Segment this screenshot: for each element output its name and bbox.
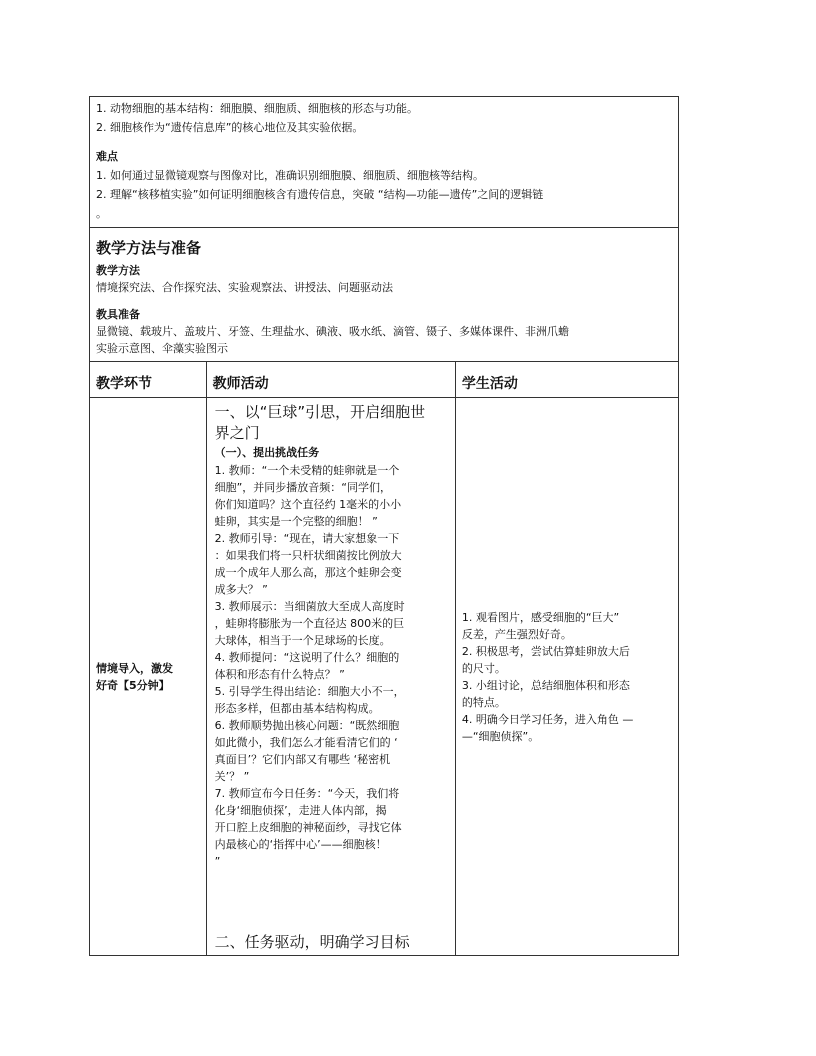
student-line: 反差，产生强烈好奇。 <box>461 627 572 641</box>
difficulty-2-cont: 。 <box>96 207 107 220</box>
student-line: 3. 小组讨论，总结细胞体积和形态 <box>461 678 630 692</box>
teacher-line: 细胞”，并同步播放音频：“同学们， <box>214 481 391 494</box>
teacher-title-1: 一、以“巨球”引思，开启细胞世 <box>214 403 426 421</box>
student-cell <box>455 398 678 956</box>
teacher-line: ，蛙卵将膨胀为一个直径达 800米的巨 <box>214 617 405 630</box>
teacher-line: 3. 教师展示：当细菌放大至成人高度时 <box>214 600 405 613</box>
teacher-line: 4. 教师提问：“这说明了什么？细胞的 <box>214 651 400 664</box>
teacher-line: 2. 教师引导：“现在，请大家想象一下 <box>214 532 400 545</box>
stage-line-2: 好奇【5分钟】 <box>96 678 170 692</box>
teacher-title-2: 界之门 <box>214 424 260 442</box>
stage-cell <box>90 398 207 956</box>
student-line: 的尺寸。 <box>461 661 506 675</box>
methods-label: 教学方法 <box>96 264 140 277</box>
tools-line-2: 实验示意图、伞藻实验图示 <box>96 342 228 355</box>
teacher-line: 形态多样，但都由基本结构构成。 <box>214 702 380 715</box>
teacher-line: 7. 教师宣布今日任务：“今天，我们将 <box>214 787 400 800</box>
teacher-line: 成一个成年人那么高，那这个蛙卵会变 <box>214 566 402 579</box>
difficulty-label: 难点 <box>96 150 118 163</box>
teacher-line: 内最核心的‘指挥中心’——细胞核！ <box>214 838 387 851</box>
stage-line-1: 情境导入，激发 <box>96 661 173 675</box>
tools-line-1: 显微镜、载玻片、盖玻片、牙签、生理盐水、碘液、吸水纸、滴管、镊子、多媒体课件、非洲爪蟾 <box>96 325 569 338</box>
student-line: 2. 积极思考，尝试估算蛙卵放大后 <box>461 644 630 658</box>
teacher-line: 真面目’？它们内部又有哪些 ‘秘密机 <box>214 753 391 766</box>
teacher-line: ” <box>214 855 221 868</box>
key-point-2: 2. 细胞核作为“遗传信息库”的核心地位及其实验依据。 <box>96 121 364 134</box>
methods-heading: 教学方法与准备 <box>96 239 202 257</box>
student-line: 的特点。 <box>461 695 506 709</box>
methods-row <box>90 228 679 362</box>
methods-text: 情境探究法、合作探究法、实验观察法、讲授法、问题驱动法 <box>96 281 393 294</box>
key-points-row <box>90 97 679 228</box>
teacher-line: 关’？ ” <box>214 770 250 783</box>
teacher-line: 1. 教师：“一个未受精的蛙卵就是一个 <box>214 464 400 477</box>
student-line: 4. 明确今日学习任务，进入角色 — <box>461 712 634 726</box>
teacher-line: 开口腔上皮细胞的神秘面纱，寻找它体 <box>214 821 402 834</box>
teacher-line: 6. 教师顺势抛出核心问题：“既然细胞 <box>214 719 400 732</box>
teacher-line: 大球体，相当于一个足球场的长度。 <box>214 634 391 647</box>
teacher-line: ：如果我们将一只杆状细菌按比例放大 <box>214 549 402 562</box>
student-line: —“细胞侦探”。 <box>461 729 540 743</box>
teacher-line: 化身‘细胞侦探’，走进人体内部，揭 <box>214 804 387 817</box>
header-student: 学生活动 <box>455 362 678 398</box>
activity-header-row <box>90 362 679 398</box>
lesson-plan-table <box>89 96 679 956</box>
teacher-line: 你们知道吗？这个直径约 1毫米的小小 <box>214 498 402 511</box>
teacher-title-second: 二、任务驱动，明确学习目标 <box>214 933 410 951</box>
activity-row <box>90 398 679 956</box>
teacher-subtitle: （一）、提出挑战任务 <box>214 446 320 459</box>
difficulty-1: 1. 如何通过显微镜观察与图像对比，准确识别细胞膜、细胞质、细胞核等结构。 <box>96 169 484 182</box>
teacher-cell <box>206 398 455 956</box>
teacher-line: 成多大？ ” <box>214 583 268 596</box>
key-point-1: 1. 动物细胞的基本结构：细胞膜、细胞质、细胞核的形态与功能。 <box>96 102 418 115</box>
tools-label: 教具准备 <box>96 308 140 321</box>
student-line: 1. 观看图片，感受细胞的“巨大” <box>461 610 620 624</box>
methods-cell <box>90 228 679 362</box>
key-points-cell <box>90 97 679 228</box>
header-stage: 教学环节 <box>90 362 207 398</box>
teacher-line: 如此微小，我们怎么才能看清它们的 ‘ <box>214 736 398 749</box>
difficulty-2: 2. 理解“核移植实验”如何证明细胞核含有遗传信息，突破 “结构—功能—遗传”之间的逻辑链 <box>96 188 544 201</box>
teacher-line: 蛙卵，其实是一个完整的细胞！ ” <box>214 515 378 528</box>
lesson-plan-page <box>89 96 679 956</box>
teacher-line: 体积和形态有什么特点？ ” <box>214 668 345 681</box>
teacher-line: 5. 引导学生得出结论：细胞大小不一， <box>214 685 405 698</box>
header-teacher: 教师活动 <box>206 362 455 398</box>
